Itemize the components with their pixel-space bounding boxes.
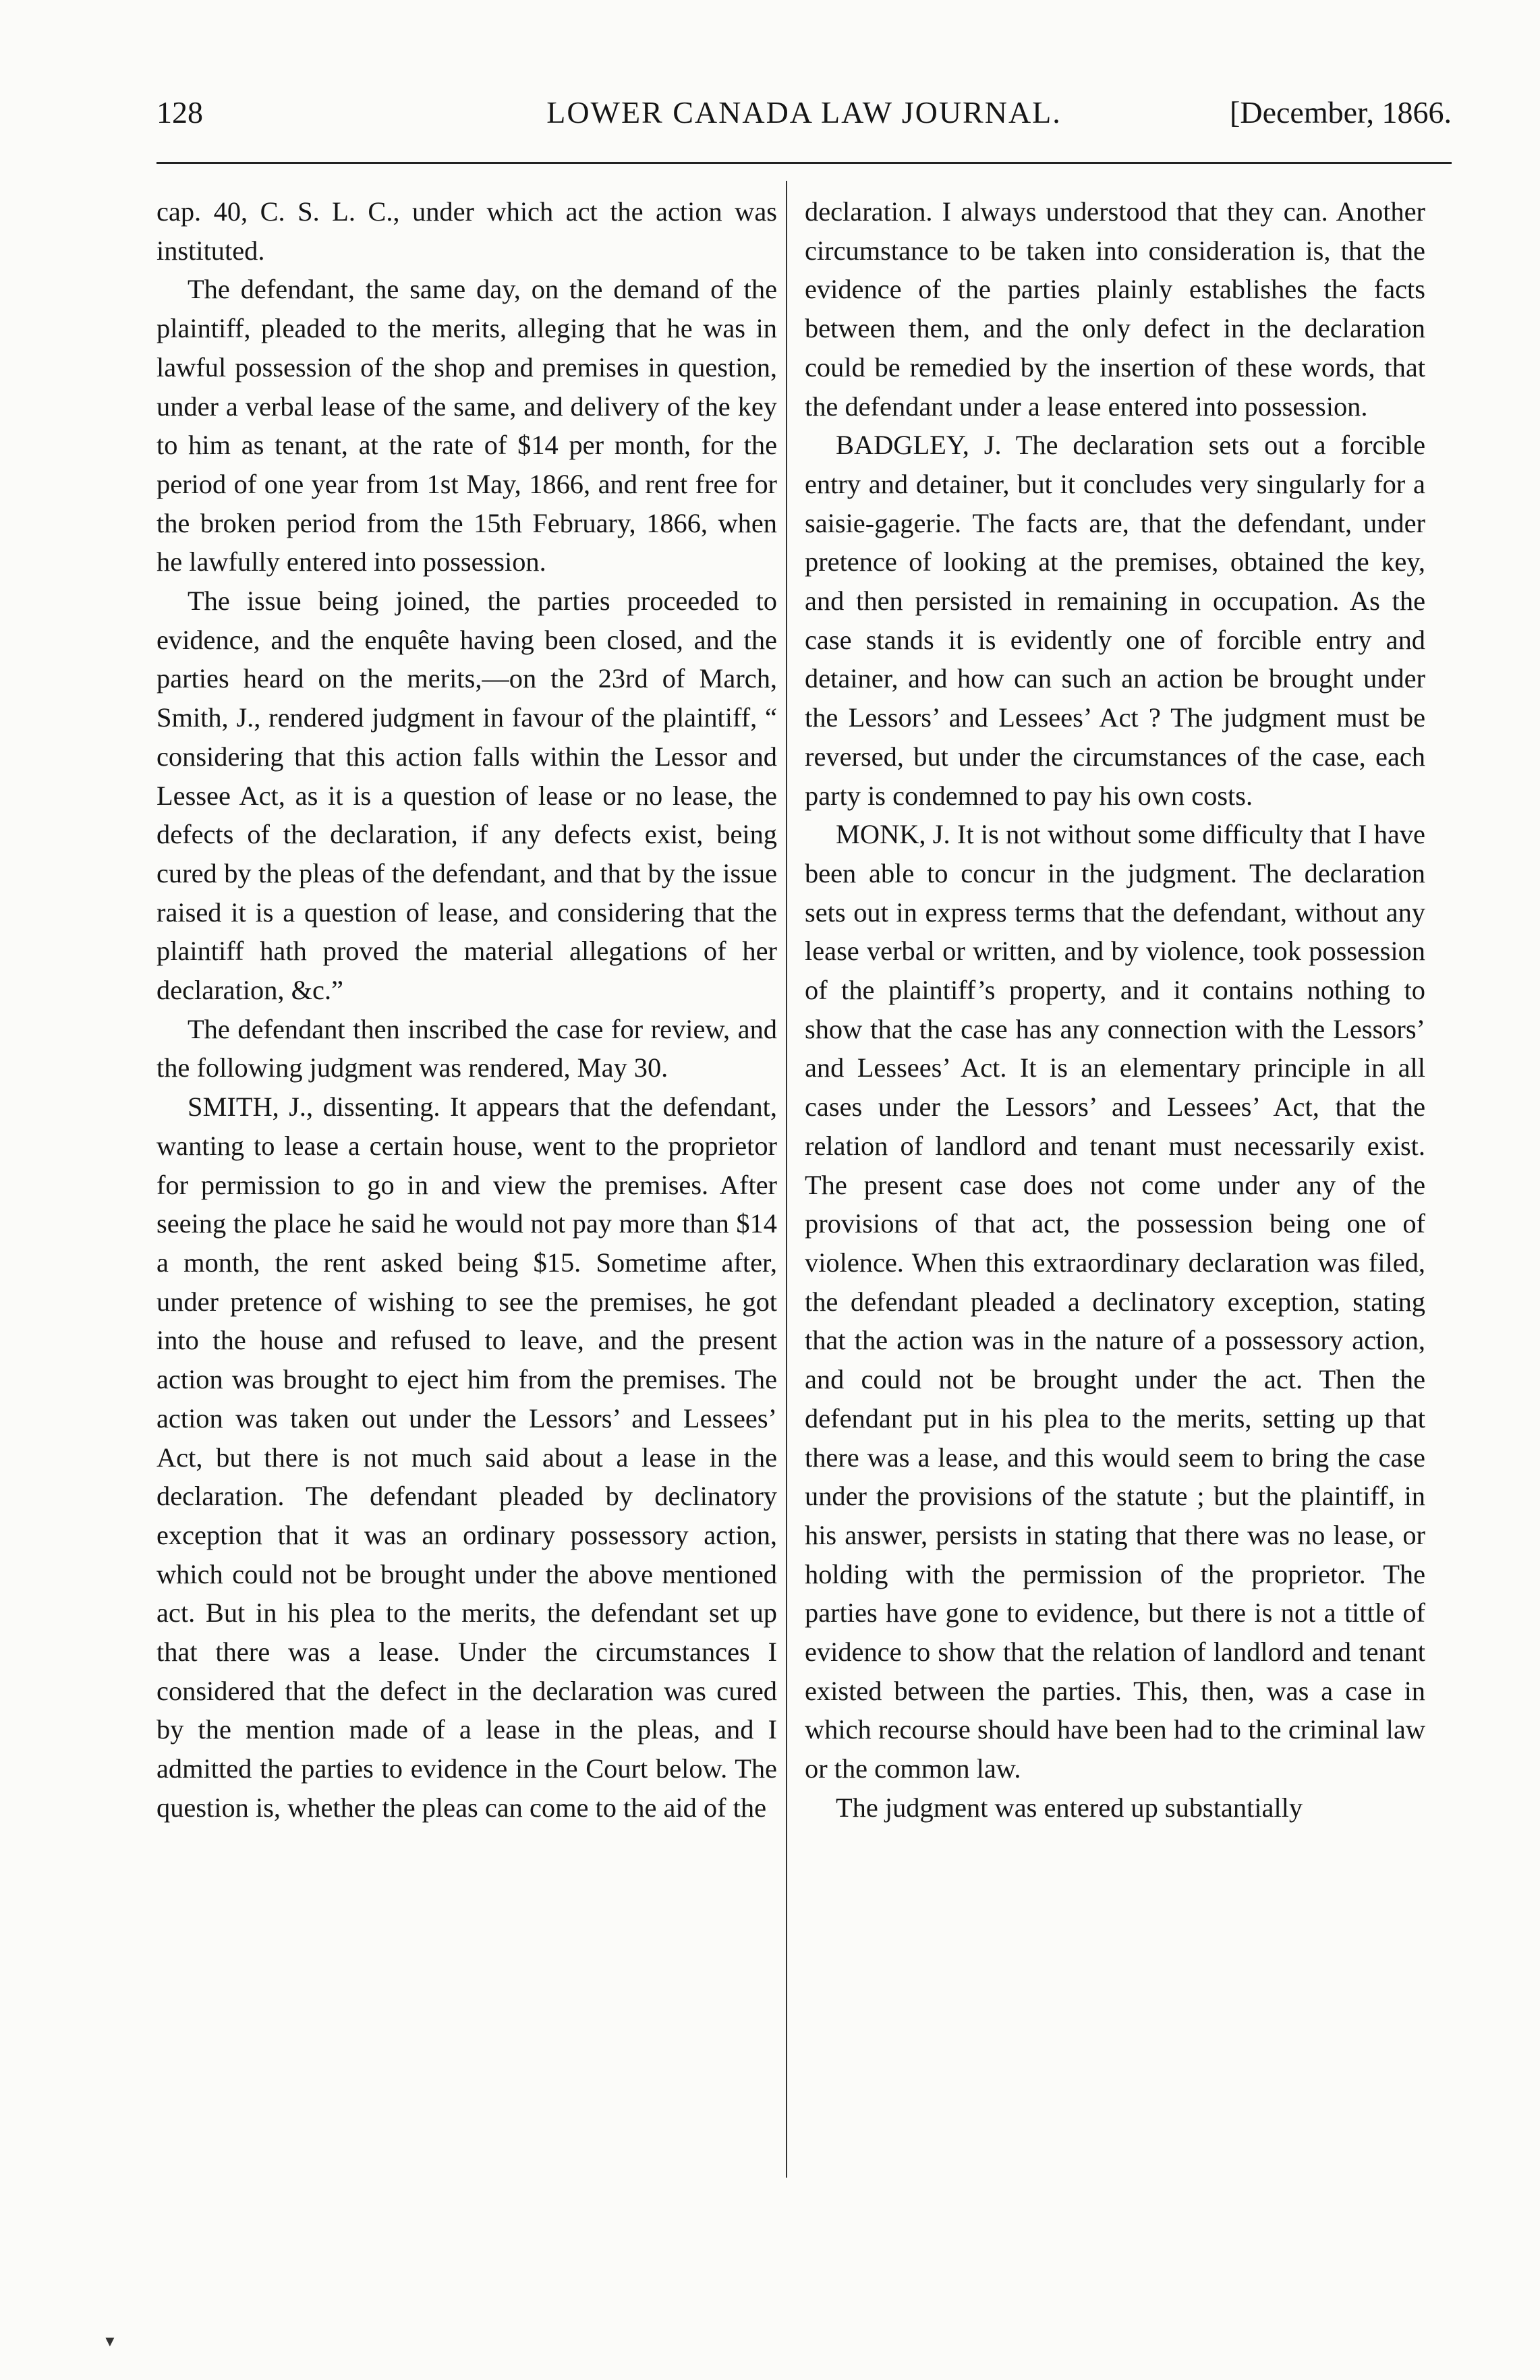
header-rule: [156, 162, 1452, 164]
column-divider: [786, 181, 787, 2178]
page-number: 128: [156, 95, 203, 130]
margin-mark: ▼: [103, 2333, 117, 2350]
paragraph: MONK, J. It is not without some difficulty that I have been able to concur in the judgment. The declaration sets out in express terms that the defendant, without any lease verbal or written, and by violence, took possession of the plaintiff’s property, and it contains nothing to show that the case has any connection with the Lessors’ and Lessees’ Act. It is an elementary principle in all cases under the Lessors’ and Lessees’ Act, that the relation of landlord and tenant must necessarily exist. The present case does not come under any of the provisions of that act, the possession being one of violence. When this extraordinary declaration was filed, the defendant pleaded a declinatory exception, stating that the action was in the nature of a possessory action, and could not be brought under the act. Then the defendant put in his plea to the merits, setting up that there was a lease, and this would seem to bring the case under the provisions of the statute ; but the plaintiff, in his answer, persists in stating that there was no lease, or holding with the permission of the proprietor. The parties have gone to evidence, but there is not a tittle of evidence to show that the relation of landlord and tenant existed between the parties. This, then, was a case in which recourse should have been had to the criminal law or the common law.: [805, 819, 1425, 1784]
paragraph: BADGLEY, J. The declaration sets out a forcible entry and detainer, but it concludes very singularly for a saisie-gagerie. The facts are, that the defendant, under pretence of looking at the premises, obtained the key, and then persisted in remaining in occupation. As the case stands it is evidently one of forcible entry and detainer, and how can such an action be brought under the Lessors’ and Lessees’ Act ? The judgment must be reversed, but under the circumstances of the case, each party is condemned to pay his own costs.: [805, 430, 1425, 811]
paragraph: The judgment was entered up substantially: [836, 1792, 1303, 1823]
paragraph: declaration. I always understood that they can. Another circumstance to be taken into consideration is, that the evidence of the parties plainly establishes the facts between them, and the only defect in the declaration could be remedied by the insertion of these words, that the defendant under a lease entered into possession.: [805, 196, 1425, 422]
page-header: [156, 94, 1452, 142]
issue-date: [December, 1866.: [1230, 95, 1452, 130]
paragraph: The defendant, the same day, on the demand of the plaintiff, pleaded to the merits, alleging that he was in lawful possession of the shop and premises in question, under a verbal lease of the same, and delivery of the key to him as tenant, at the rate of $14 per month, for the period of one year from 1st May, 1866, and rent free for the broken period from the 15th February, 1866, when he lawfully entered into possession.: [156, 274, 777, 577]
paragraph: The issue being joined, the parties proceeded to evidence, and the enquête having been closed, and the parties heard on the merits,—on the 23rd of March, Smith, J., rendered judgment in favour of the plaintiff, “ considering that this action falls within the Lessor and Lessee Act, as it is a question of lease or no lease, the defects of the declaration, if any defects exist, being cured by the pleas of the defendant, and that by the issue raised it is a question of lease, and considering that the plaintiff hath proved the material allegations of her declaration, &c.”: [156, 586, 777, 1006]
paragraph: cap. 40, C. S. L. C., under which act the action was instituted.: [156, 196, 777, 266]
paragraph: SMITH, J., dissenting. It appears that the defendant, wanting to lease a certain house, went to the proprietor for permission to go in and view the premises. After seeing the place he said he would not pay more than $14 a month, the rent asked being $15. Sometime after, under pretence of wishing to see the premises, he got into the house and refused to leave, and the present action was brought to eject him from the premises. The action was taken out under the Lessors’ and Lessees’ Act, but there is not much said about a lease in the declaration. The defendant pleaded by declinatory exception that it was an ordinary possessory action, which could not be brought under the above mentioned act. But in his plea to the merits, the defendant set up that there was a lease. Under the circumstances I considered that the defect in the declaration was cured by the mention made of a lease in the pleas, and I admitted the parties to evidence in the Court below. The question is, whether the pleas can come to the aid of the: [156, 1092, 777, 1823]
right-column: [805, 192, 1425, 1828]
running-title: LOWER CANADA LAW JOURNAL.: [546, 95, 1062, 130]
left-column: [156, 192, 777, 1828]
paragraph: The defendant then inscribed the case for review, and the following judgment was rendered, May 30.: [156, 1013, 777, 1083]
